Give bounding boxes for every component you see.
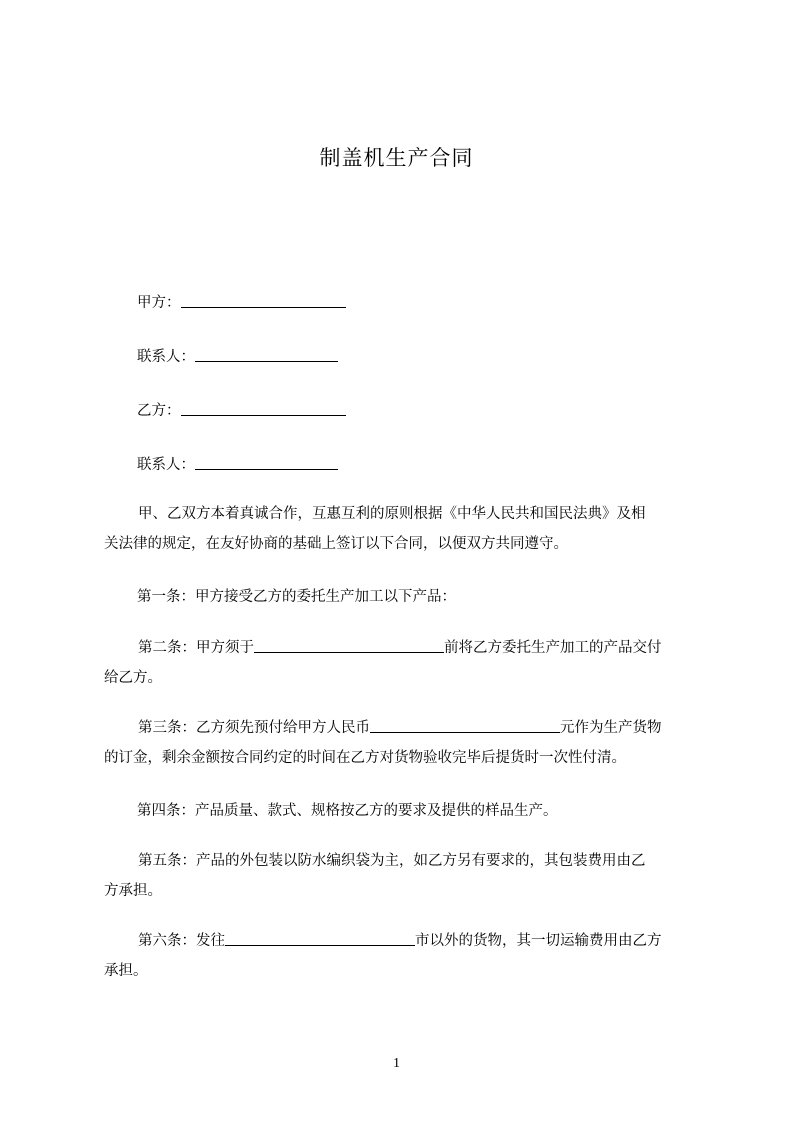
article-2 (104, 633, 702, 693)
article-4: 第四条：产品质量、款式、规格按乙方的要求及提供的样品生产。 (137, 803, 558, 819)
party-b-line (137, 399, 346, 420)
party-b-label: 乙方： (137, 403, 181, 419)
delivery-date-blank[interactable] (254, 638, 444, 653)
article-6-prefix: 第六条：发往 (138, 933, 225, 949)
page-number: 1 (393, 1056, 400, 1071)
party-b-contact-label: 联系人： (137, 457, 195, 473)
party-a-contact-line (137, 345, 338, 366)
party-a-label: 甲方： (137, 295, 181, 311)
article-3 (104, 713, 702, 773)
intro-line-1: 甲、乙双方本着真诚合作，互惠互利的原则根据《中华人民共和国民法典》及相 (138, 506, 646, 522)
article-6-suffix: 市以外的货物，其一切运输费用由乙方 (415, 933, 662, 949)
article-6 (104, 926, 702, 986)
article-2-prefix: 第二条：甲方须于 (138, 640, 254, 656)
party-b-blank[interactable] (181, 401, 346, 416)
article-5 (104, 846, 702, 906)
party-a-contact-blank[interactable] (195, 347, 338, 362)
intro-paragraph (104, 499, 702, 559)
party-b-contact-line (137, 453, 338, 474)
deposit-amount-blank[interactable] (370, 718, 560, 733)
party-a-contact-label: 联系人： (137, 349, 195, 365)
article-5-line-2: 方承担。 (104, 883, 162, 899)
article-2-line-1 (104, 633, 702, 663)
article-2-line-2: 给乙方。 (104, 670, 162, 686)
destination-city-blank[interactable] (225, 931, 415, 946)
party-a-line (137, 291, 346, 312)
party-a-blank[interactable] (181, 293, 346, 308)
document-title: 制盖机生产合同 (319, 146, 474, 170)
party-b-contact-blank[interactable] (195, 455, 338, 470)
article-6-line-2: 承担。 (104, 963, 148, 979)
article-3-prefix: 第三条：乙方须先预付给甲方人民币 (138, 720, 370, 736)
article-2-suffix: 前将乙方委托生产加工的产品交付 (444, 640, 662, 656)
article-3-suffix: 元作为生产货物 (560, 720, 662, 736)
intro-line-2: 关法律的规定，在友好协商的基础上签订以下合同，以便双方共同遵守。 (104, 536, 568, 552)
article-5-line-1: 第五条：产品的外包装以防水编织袋为主，如乙方另有要求的，其包装费用由乙 (138, 853, 646, 869)
article-3-line-1 (104, 713, 702, 743)
article-6-line-1 (104, 926, 702, 956)
article-3-line-2: 的订金，剩余金额按合同约定的时间在乙方对货物验收完毕后提货时一次性付清。 (104, 750, 626, 766)
article-1: 第一条：甲方接受乙方的委托生产加工以下产品： (137, 589, 456, 605)
